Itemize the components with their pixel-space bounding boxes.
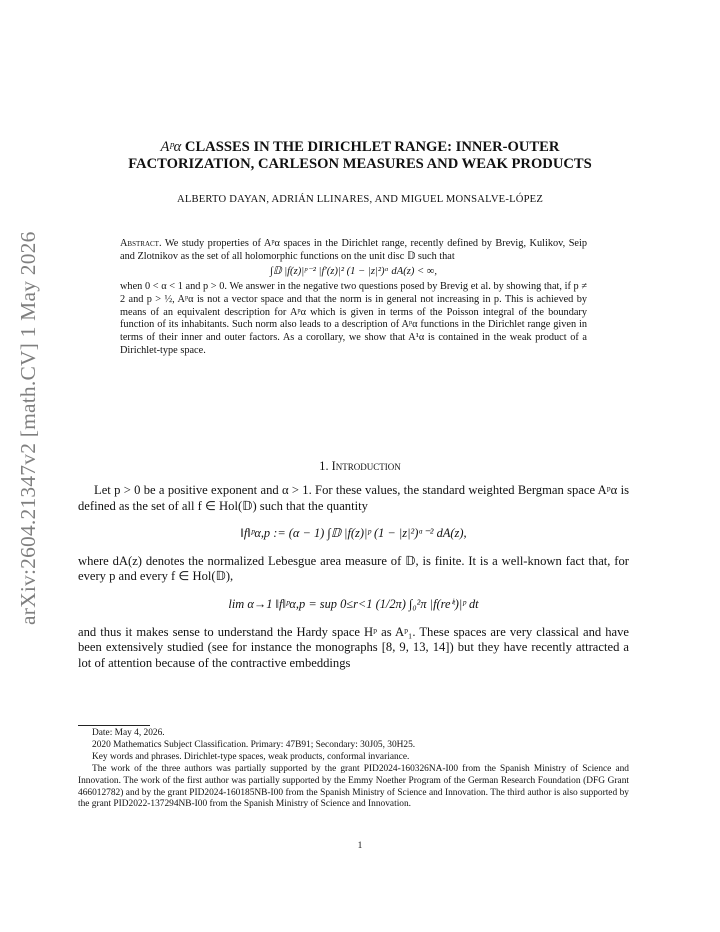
section-number: 1. xyxy=(319,459,329,473)
footnote-rule xyxy=(78,725,150,726)
arxiv-stamp: arXiv:2604.21347v2 [math.CV] 1 May 2026 xyxy=(16,231,40,625)
footnotes xyxy=(78,728,629,811)
footnote-msc: 2020 Mathematics Subject Classification. Primary: 47B91; Secondary: 30J05, 30H25. xyxy=(92,739,416,750)
body-text xyxy=(78,483,629,671)
paper-title xyxy=(60,139,660,173)
title-line-2: FACTORIZATION, CARLESON MEASURES AND WEAK PRODUCTS xyxy=(128,156,592,172)
footnote-keywords: Key words and phrases. Dirichlet-type spaces, weak products, conformal invariance. xyxy=(92,751,410,762)
display-equation-2: lim α→1 ‖f‖ᵖα,p = sup 0≤r<1 (1/2π) ∫₀²π |f(reⁱᵗ)|ᵖ dt xyxy=(228,596,479,611)
footnote-funding: The work of the three authors was partially supported by the grant PID2024-160326NA-I00 from the Spanish Ministry of Science and Innovation. The work of the first author was partially supported by the Emmy Noether Program of the German Research Foundation (DFG Grant 466012782) and by the grant PID2024-160185NB-I00 from the Spanish Ministry of Science and Innovation. The third author is also supported by the grant PID2022-137294NB-I00 from the Spanish Ministry of Science and Innovation. xyxy=(78,763,629,810)
abstract-label: Abstract. xyxy=(120,238,162,249)
title-symbol: Aᵖα xyxy=(160,139,182,155)
author-list: ALBERTO DAYAN, ADRIÁN LLINARES, AND MIGUEL MONSALVE-LÓPEZ xyxy=(176,194,544,205)
abstract-equation: ∫𝔻 |f(z)|ᵖ⁻² |f′(z)|² (1 − |z|²)ᵅ dA(z) < ∞, xyxy=(269,266,438,278)
paragraph-3: and thus it makes sense to understand the Hardy space Hᵖ as Aᵖ₁. These spaces are very classical and have been extensively studied (see for instance the monographs [8, 9, 13, 14]) but they have recently attracted a lot of attention because of the contractive embeddings xyxy=(78,624,629,670)
section-heading xyxy=(60,459,660,474)
section-title: Introduction xyxy=(331,459,401,473)
footnote-date: Date: May 4, 2026. xyxy=(92,728,165,738)
abstract xyxy=(120,238,587,357)
abstract-text-2: when 0 < α < 1 and p > 0. We answer in the negative two questions posed by Brevig et al. by showing that, if p ≠ 2 and p > ½, Aᵖα is not a vector space and that the norm is in general not increasing in p. This is achieved by means of an equivalent description for Aᵖα which is given in terms of the Poisson integral of the boundary function of its inhabitants. Such norm also leads to a description of Aᵖα functions in the Dirichlet range given in terms of their inner and outer factors. As a corollary, we show that A¹α is contained in the weak product of a Dirichlet-type space. xyxy=(120,281,587,356)
title-line-1: CLASSES IN THE DIRICHLET RANGE: INNER-OUTER xyxy=(184,139,560,155)
paragraph-1: Let p > 0 be a positive exponent and α > 1. For these values, the standard weighted Bergman space Aᵖα is defined as the set of all f ∈ Hol(𝔻) such that the quantity xyxy=(78,483,629,513)
abstract-text-1: We study properties of Aᵖα spaces in the Dirichlet range, recently defined by Brevig, Kulikov, Seip and Zlotnikov as the set of all holomorphic functions on the unit disc 𝔻 such that xyxy=(120,238,588,262)
page-number: 1 xyxy=(357,841,363,851)
display-equation-1: ‖f‖ᵖα,p := (α − 1) ∫𝔻 |f(z)|ᵖ (1 − |z|²)ᵅ⁻² dA(z), xyxy=(240,526,467,541)
paragraph-2: where dA(z) denotes the normalized Lebesgue area measure of 𝔻, is finite. It is a well-known fact that, for every p and every f ∈ Hol(𝔻), xyxy=(78,553,629,584)
